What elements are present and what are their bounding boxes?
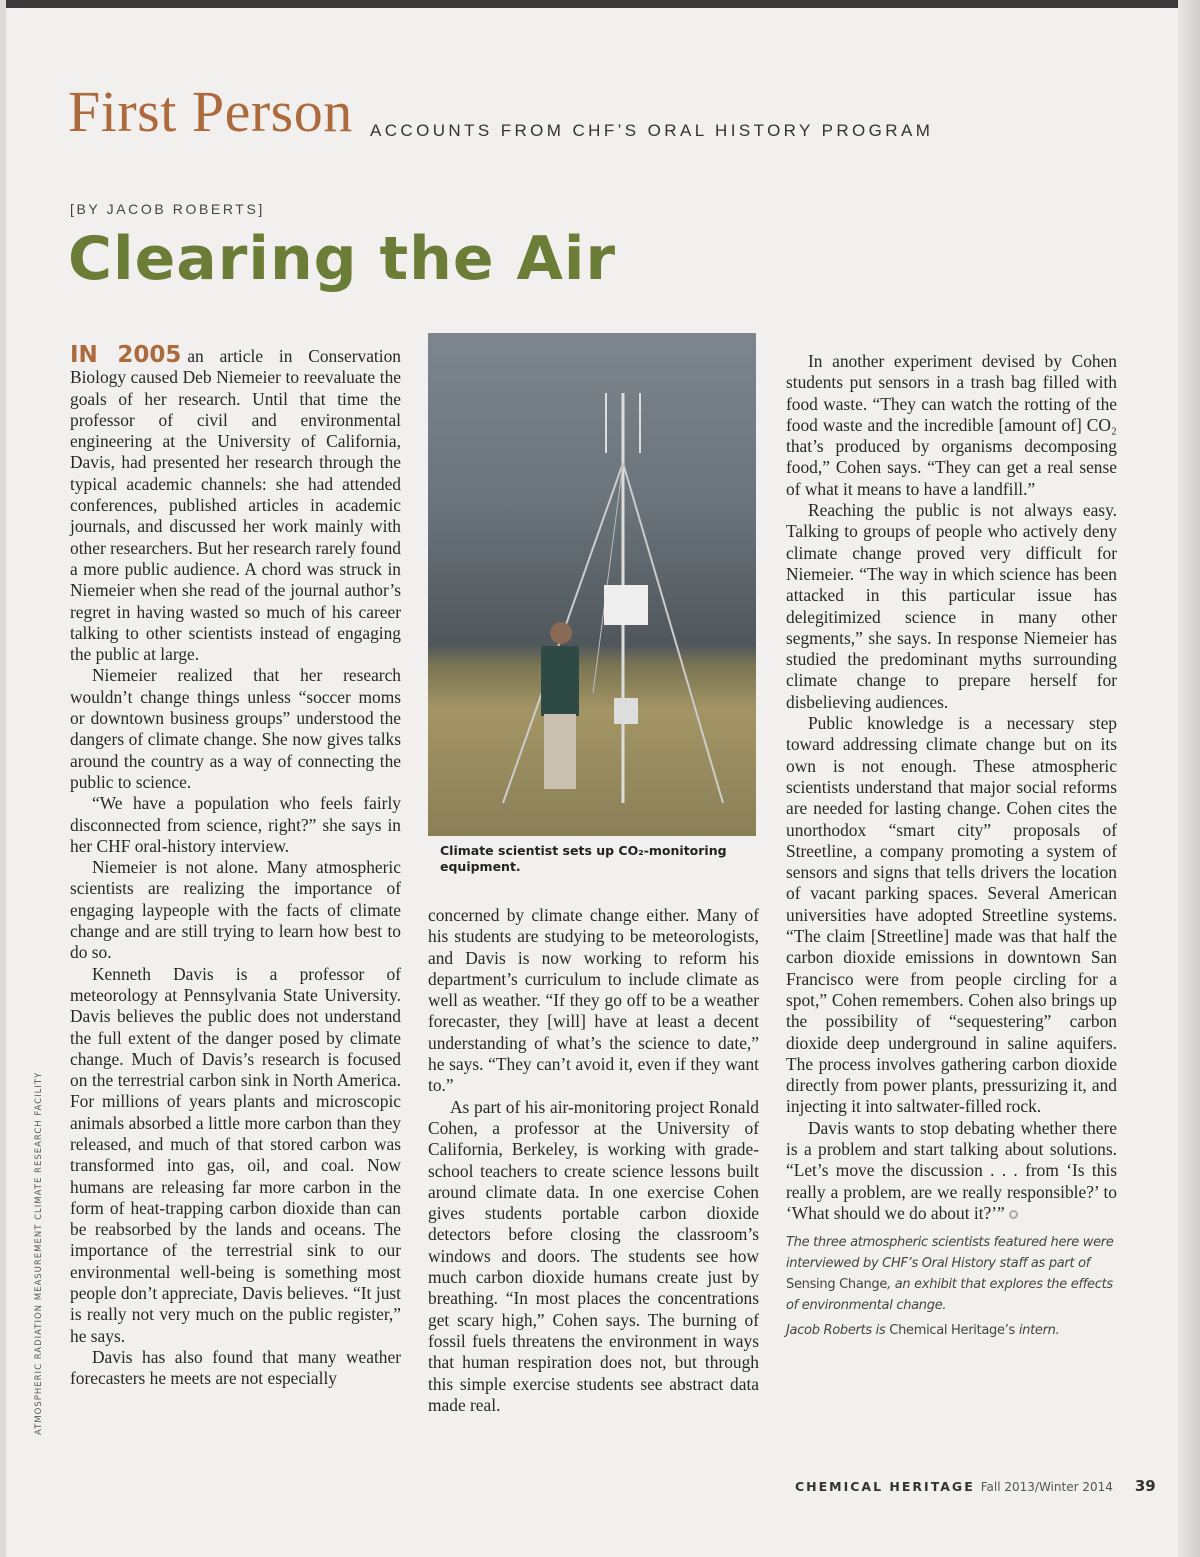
article-title: Clearing the Air [68,224,617,294]
paragraph: Davis wants to stop debating whether there is a problem and start talking about solutions. “Let’s move the discussion . . . from ‘Is this really a problem, are we really responsible?’ to ‘What should we do about it?’” [786,1117,1117,1223]
page-number: 39 [1134,1477,1156,1495]
paragraph: Kenneth Davis is a professor of meteorology at Pennsylvania State University. Davis believes the public does not understand the full extent of the danger posed by climate change. Much of Davis’s research is focused on the terrestrial carbon sink in North America. For millions of years plants and microscopic animals absorbed a little more carbon than they released, and much of that stored carbon was transformed into gas, oil, and coal. Now humans are releasing far more carbon in the form of heat-trapping carbon dioxide than can be reabsorbed by the lands and oceans. The importance of the terrestrial sink to our environmental well-being is something most people don’t appreciate, Davis believes. “It just is really not very much on the public register,” he says. [70,963,401,1346]
scan-border [0,0,1200,8]
byline: [BY JACOB ROBERTS] [70,201,265,217]
paragraph: As part of his air-monitoring project Ronald Cohen, a professor at the University of California, Berkeley, is working with grade-school teachers to create science lessons built around climate data. In one exercise Cohen gives students portable carbon dioxide detectors before closing the classroom’s windows and doors. The students see how much carbon dioxide humans create just by breathing. “In most places the concentrations get scary high,” Cohen says. The burning of fossil fuels threatens the environment in ways that human respiration does not, but through this simple exercise students see abstract data made real. [428,1096,759,1415]
monitoring-tower-illustration [428,333,756,836]
paragraph: Niemeier realized that her research wouldn’t change things unless “soccer moms or downtown business groups” understood the dangers of climate change. She now gives talks around the country as a way of connecting the public to science. [70,665,401,792]
photo-caption: Climate scientist sets up CO₂-monitoring equipment. [440,843,727,874]
paragraph: IN 2005 an article in Conservation Biology caused Deb Niemeier to reevaluate the goals of her research. Until that time the professor of civil and environmental engineering at the University of California, Davis, had presented her research through the typical academic channels: she had attended conferences, published articles in academic journals, and discussed her work mainly with other researchers. But her research rarely found a more public audience. A chord was struck in Niemeier when she read of the journal author’s regret in having wasted so much of his career talking to other scientists instead of engaging the public at large. [70,342,401,665]
page-edge [0,0,6,1557]
author-note: The three atmospheric scientists featured here were interviewed by CHF’s Oral History staff as part of Sensing Change, an exhibit that explores the effects of environmental change. [786,1235,1114,1314]
section-subtitle: ACCOUNTS FROM CHF’S ORAL HISTORY PROGRAM [370,121,934,140]
author-bio: Jacob Roberts is Chemical Heritage’s intern. [786,1323,1060,1339]
paragraph: In another experiment devised by Cohen students put sensors in a trash bag filled with food waste. “They can watch the rotting of the food waste and the incredible [amount of] CO₂ that’s produced by organisms decomposing food,” Cohen says. “They can get a real sense of what it means to have a landfill.” [786,351,1117,499]
magazine-name: CHEMICAL HERITAGE [795,1479,975,1494]
lead-in: IN 2005 [70,342,182,368]
issue-date: Fall 2013/Winter 2014 [980,1480,1113,1494]
column-3 [786,351,1117,1341]
paragraph: Reaching the public is not always easy. Talking to groups of people who actively deny climate change proved very difficult for Niemeier. “The way in which science has been attacked in this particular issue has delegitimized science in many other segments,” she says. In response Niemeier has studied the predominant myths surrounding climate change to prepare herself for disbelieving audiences. [786,500,1117,712]
photo-climate-scientist [428,333,756,836]
paragraph: Public knowledge is a necessary step toward addressing climate change but on its own is not enough. These atmospheric scientists understand that major social reforms are needed for lasting change. Cohen cites the unorthodox “smart city” proposals of Streetline, a company promoting a system of sensors and signs that tells drivers the location of vacant parking spaces. Several American universities have adopted Streetline systems. “The claim [Streetline] made was that half the carbon dioxide emissions in downtown San Francisco were from people circling for a spot,” Cohen remembers. Cohen also brings up the possibility of “sequestering” carbon dioxide deep underground in saline aquifers. The process involves gathering carbon dioxide directly from power plants, pressurizing it, and injecting it into saltwater-filled rock. [786,713,1117,1117]
section-title: First Person [68,79,353,144]
paragraph: “We have a population who feels fairly disconnected from science, right?” she says in her CHF oral-history interview. [70,793,401,856]
column-1 [70,342,401,1390]
paragraph: Niemeier is not alone. Many atmospheric scientists are realizing the importance of engaging laypeople with the facts of climate change and are still trying to learn how best to do so. [70,857,401,963]
photo-credit: ATMOSPHERIC RADIATION MEASUREMENT CLIMATE RESEARCH FACILITY [34,1071,44,1435]
column-2 [428,905,759,1416]
paragraph: Davis has also found that many weather forecasters he meets are not especially [70,1346,401,1389]
page-gutter [1178,0,1200,1557]
end-mark-icon [1009,1210,1018,1219]
paragraph: concerned by climate change either. Many of his students are studying to be meteorologists, and Davis is now working to reform his department’s curriculum to include climate as well as weather. “If they go off to be a weather forecaster, they [will] have at least a decent understanding of what’s the science to date,” he says. “They can’t avoid it, even if they want to.” [428,905,759,1096]
page-footer [795,1476,1156,1495]
